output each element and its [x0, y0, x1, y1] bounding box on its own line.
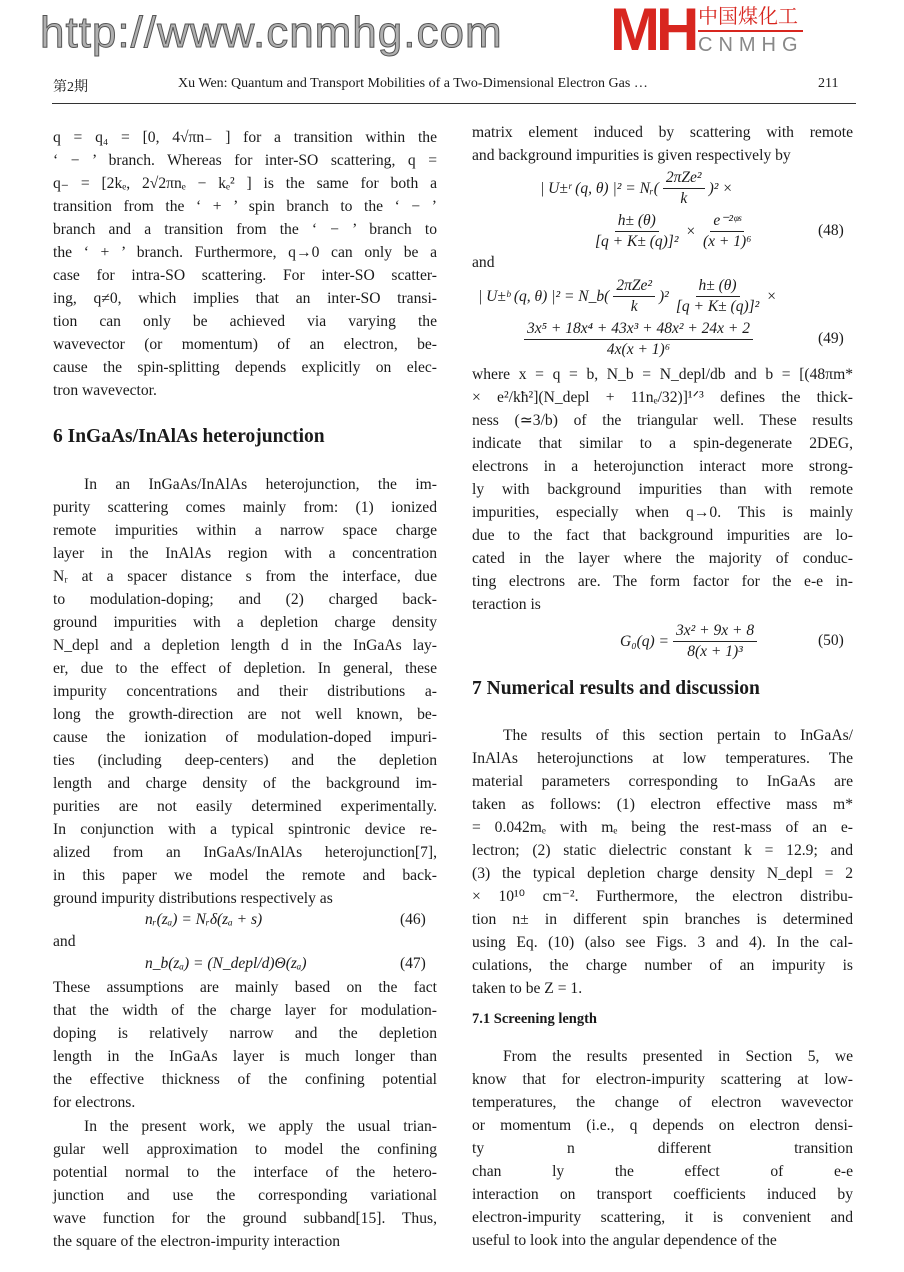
eq49-lhs: | U±ᵇ (q, θ) |² = N_b: [478, 287, 605, 305]
text-line: wave function for the ground subband[15]. Thus,: [53, 1210, 437, 1227]
text-line: interaction on transport coefficients induced by: [472, 1186, 853, 1203]
text-line: tion can only be achieved via varying the: [53, 313, 437, 330]
text-line: due to the fact that background impurities are lo-: [472, 527, 853, 544]
text-line: remote impurities within a narrow space charge: [53, 522, 437, 539]
text-line: gular well approximation to model the confining: [53, 1141, 437, 1158]
text-line: lectron; (2) static dielectric constant k = 12.9; and: [472, 842, 853, 859]
journal-issue: 第2期: [53, 80, 88, 95]
text-line: ness (≃3/b) of the triangular well. These results: [472, 412, 853, 429]
equation-50-number: (50): [818, 632, 844, 649]
text-line: cated in the layer where the majority of conduc-: [472, 550, 853, 567]
eq48-den3: (x + 1)⁶: [702, 233, 752, 250]
text-line: indicate that similar to a spin-degenerate 2DEG,: [472, 435, 853, 452]
text-line: The results of this section pertain to InGaAs/: [503, 727, 853, 744]
text-line: branch and a transition from the ‘ − ’ branch to: [53, 221, 437, 238]
text-line: material parameters corresponding to InGaAs are: [472, 773, 853, 790]
text-line: or momentum (i.e., q depends on electron densi-: [472, 1117, 853, 1134]
text-line: q = q₄ = [0, 4√πn₋ ] for a transition within the: [53, 129, 437, 146]
watermark-url: http://www.cnmhg.com: [40, 8, 503, 57]
text-line: cause the ionization of modulation-doped impuri-: [53, 729, 437, 746]
running-title: Xu Wen: Quantum and Transport Mobilities of a Two-Dimensional Electron Gas …: [178, 76, 648, 91]
text-line: tron wavevector.: [53, 382, 157, 399]
text-line: for electrons.: [53, 1094, 136, 1111]
text-line: to modulation-doping; and (2) charged back-: [53, 591, 437, 608]
text-line: taken as follows: (1) electron effective mass m*: [472, 796, 853, 813]
text-line: electrons in a heterojunction interact more strong-: [472, 458, 853, 475]
eq49-num2: h± (θ): [696, 276, 740, 297]
text-line: N_depl and a depletion length d in the InGaAs lay-: [53, 637, 437, 654]
text-line: the square of the electron-impurity interaction: [53, 1233, 341, 1250]
page-number: 211: [818, 76, 839, 91]
text-line: and background impurities is given respectively by: [472, 147, 791, 164]
eq48-num3: e⁻²ᵠˢ: [710, 211, 744, 232]
eq48-den: k: [680, 190, 688, 207]
eq48-num2: h± (θ): [615, 211, 659, 232]
section-7-heading: 7 Numerical results and discussion: [472, 678, 760, 699]
text-line: useful to look into the angular dependence of the: [472, 1232, 777, 1249]
header-rule: [52, 103, 856, 104]
eq48-den2: [q + K± (q)]²: [595, 233, 679, 250]
equation-49-line2: [520, 319, 757, 360]
text-line: In the present work, we apply the usual trian-: [84, 1118, 437, 1135]
text-line: er, due to the effect of depletion. In general, these: [53, 660, 437, 677]
text-line: impurities, especially when q→0. This is mainly: [472, 504, 853, 521]
subsection-7-1-heading: 7.1 Screening length: [472, 1011, 597, 1027]
text-line: taken to be Z = 1.: [472, 980, 583, 997]
eq49-den2: [q + K± (q)]²: [675, 298, 760, 315]
text-line: electron-impurity scattering, it is convenient and: [472, 1209, 853, 1226]
text-line: that the width of the charge layer for modulation-: [53, 1002, 437, 1019]
text-line: where x = q = b, N_b = N_depl/db and b = [(48πm*: [472, 366, 853, 383]
eq49-num: 2πZe²: [613, 276, 655, 297]
text-line: purity scattering comes mainly from: (1) ionized: [53, 499, 437, 516]
eq49-den: k: [630, 298, 638, 315]
text-line: ground impurity distributions respectively as: [53, 890, 333, 907]
text-line: cause the spin-splitting depends explicitly on elec-: [53, 359, 437, 376]
text-line: ing, q≠0, which implies that an inter-SO transi-: [53, 290, 437, 307]
equation-48-line1: | U±ʳ (q, θ) |² = Nᵣ ( $\frac{\text{2πZe²}}{k}$ ) ² ×: [540, 169, 733, 207]
eq49-num3: 3x⁵ + 18x⁴ + 43x³ + 48x² + 24x + 2: [524, 319, 753, 340]
text-line: temperatures, the change of electron wavevector: [472, 1094, 853, 1111]
equation-48-line2: [588, 211, 759, 252]
equation-49-line1: | U±ᵇ (q, θ) |² = N_b ( $\frac{\text{2πZe²}}{k}$ ) ² $\frac{h\pm (\theta)}{\text{[q + K± (q)]²}}$ ×: [478, 277, 777, 315]
text-line: using Eq. (10) (also see Figs. 3 and 4). In the cal-: [472, 934, 853, 951]
text-line: potential normal to the interface of the hetero-: [53, 1164, 437, 1181]
equation-49-number: (49): [818, 330, 844, 347]
eq50-den: 8(x + 1)³: [687, 643, 743, 660]
text-line: ties (including deep-centers) and the depletion: [53, 752, 437, 769]
text-line: in this paper we model the remote and back-: [53, 867, 437, 884]
text-line: teraction is: [472, 596, 541, 613]
text-line: In conjunction with a typical spintronic device re-: [53, 821, 437, 838]
text-line: InAlAs heterojunctions at low temperatures. The: [472, 750, 853, 767]
equation-48-number: (48): [818, 222, 844, 239]
text-line: know that for electron-impurity scattering at low-: [472, 1071, 853, 1088]
text-line: impurity concentrations and their distributions a-: [53, 683, 437, 700]
text-line: culations, the charge number of an impurity is: [472, 957, 853, 974]
text-line: ‘ − ’ branch. Whereas for inter-SO scattering, q =: [53, 152, 437, 169]
eq50-num: 3x² + 9x + 8: [673, 621, 757, 642]
text-line: the effective thickness of the confining potential: [53, 1071, 437, 1088]
text-line: × e²/kħ²](N_depl + 11nₑ/32)]¹ᐟ³ defines the thick-: [472, 389, 853, 406]
text-line: ting electrons are. The form factor for the e-e in-: [472, 573, 853, 590]
text-line: alized from an InGaAs/InAlAs heterojunction[7],: [53, 844, 437, 861]
logo-mark: MH: [610, 0, 696, 63]
text-line: ly with background impurities than with remote: [472, 481, 853, 498]
eq49-power: ²: [664, 287, 669, 305]
text-line: × 10¹⁰ cm⁻². Furthermore, the electron distribu-: [472, 888, 853, 905]
eq49-den3: 4x(x + 1)⁶: [606, 341, 671, 358]
section-6-heading: 6 InGaAs/InAlAs heterojunction: [53, 426, 325, 447]
equation-50: [620, 621, 761, 662]
logo-latin: CNMHG: [698, 34, 804, 56]
text-line: length and charge density of the background im-: [53, 775, 437, 792]
text-line: purities are not easily determined experimentally.: [53, 798, 437, 815]
equation-47: n_b(zₐ) = (N_depl/d)Θ(zₐ): [145, 955, 307, 972]
text-line: long the growth-direction are not well known, be-: [53, 706, 437, 723]
eq48-times: ×: [685, 222, 696, 240]
and-text: and: [472, 254, 495, 271]
eq48-lhs: | U±ʳ (q, θ) |² = Nᵣ: [540, 179, 654, 197]
text-line: length in the InGaAs layer is much longer than: [53, 1048, 437, 1065]
equation-46: nᵣ(zₐ) = Nᵣδ(zₐ + s): [145, 911, 263, 928]
text-line: From the results presented in Section 5, we: [503, 1048, 853, 1065]
text-line: chan ly the effect of e-e: [472, 1163, 853, 1180]
text-line: layer in the InAlAs region with a concentration: [53, 545, 437, 562]
text-line: In an InGaAs/InAlAs heterojunction, the im-: [84, 476, 437, 493]
text-line: matrix element induced by scattering with remote: [472, 124, 853, 141]
eq48-power: ² ×: [713, 179, 733, 197]
text-line: doping is relatively narrow and the depletion: [53, 1025, 437, 1042]
text-line: tion n± in different spin branches is determined: [472, 911, 853, 928]
equation-47-number: (47): [400, 955, 426, 972]
and-text: and: [53, 933, 76, 950]
equation-46-number: (46): [400, 911, 426, 928]
logo-chinese: 中国煤化工: [698, 4, 798, 28]
text-line: transition from the ‘ + ’ spin branch to the ‘ − ’: [53, 198, 437, 215]
text-line: ground impurities with a depletion charge density: [53, 614, 437, 631]
text-line: = 0.042mₑ with mₑ being the rest-mass of an e-: [472, 819, 853, 836]
text-line: ty n different transition: [472, 1140, 853, 1157]
publisher-logo: [610, 0, 840, 63]
text-line: junction and use the corresponding variational: [53, 1187, 437, 1204]
text-line: case for intra-SO scattering. For inter-SO scatter-: [53, 267, 437, 284]
text-line: Nᵣ at a spacer distance s from the interface, due: [53, 568, 437, 585]
text-line: the ‘ + ’ branch. Furthermore, q→0 can only be a: [53, 244, 437, 261]
eq50-lhs: G₀(q) =: [620, 632, 669, 650]
eq48-num: 2πZe²: [663, 168, 705, 189]
text-line: These assumptions are mainly based on the fact: [53, 979, 437, 996]
logo-underline: [698, 30, 803, 32]
text-line: (3) the typical depletion charge density N_depl = 2: [472, 865, 853, 882]
text-line: q₋ = [2kₑ, 2√2πnₑ − kₑ² ] is the same for both a: [53, 175, 437, 192]
text-line: wavevector (or momentum) of an electron, be-: [53, 336, 437, 353]
eq49-times: ×: [766, 287, 777, 305]
